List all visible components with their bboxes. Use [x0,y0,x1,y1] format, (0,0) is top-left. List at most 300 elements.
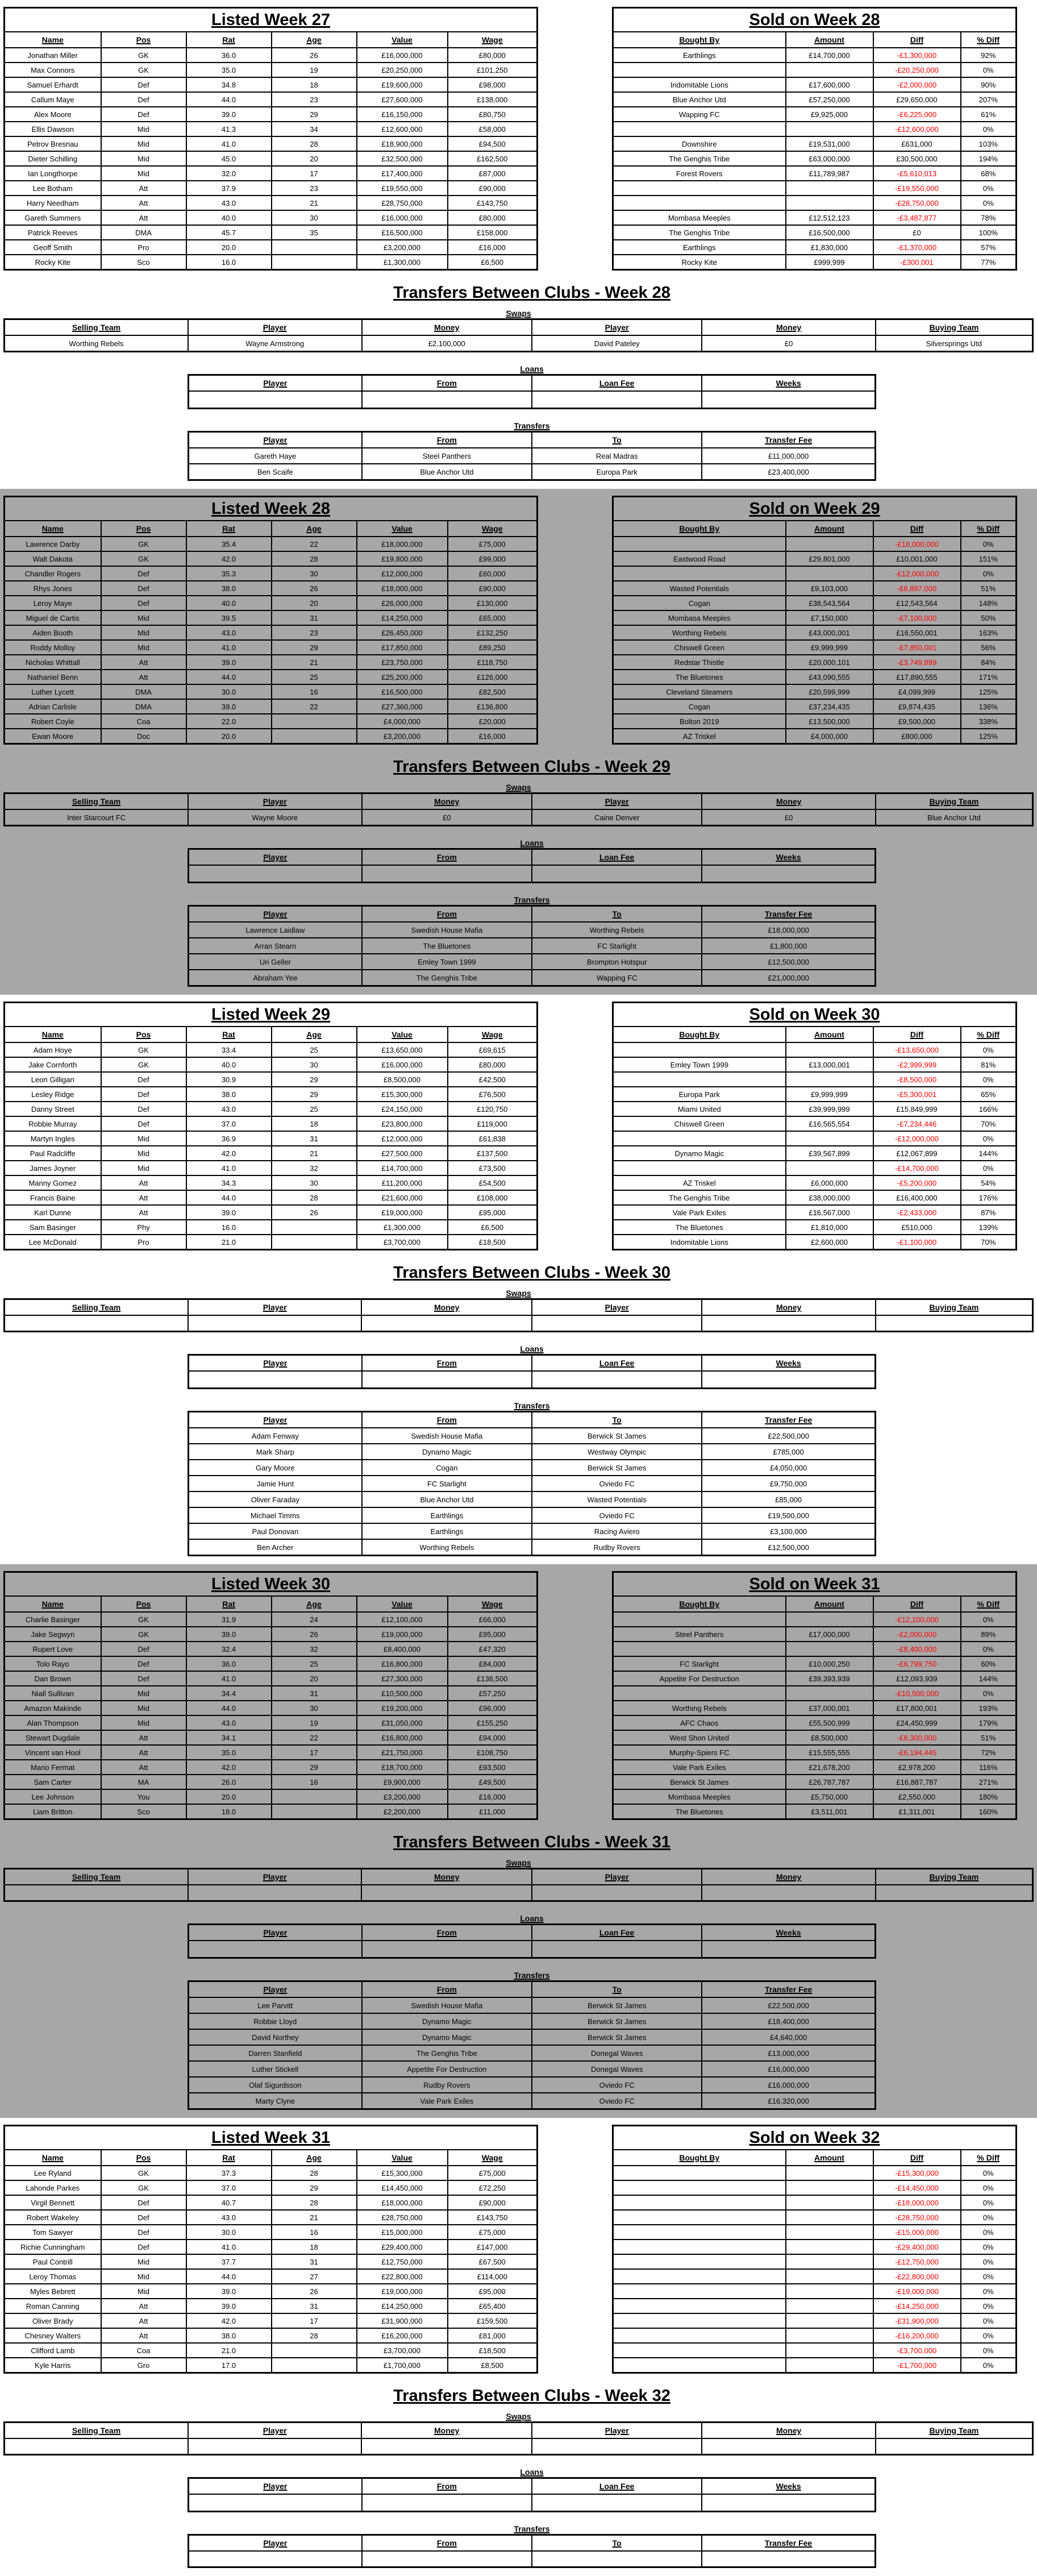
column-header: Player [532,2423,702,2439]
cell [786,2166,873,2180]
cell: 81% [961,1057,1017,1072]
cell: £9,750,000 [702,1476,875,1491]
cell: -£12,750,000 [873,2254,961,2269]
cell: 20 [272,596,357,610]
column-header: Diff [873,521,961,537]
cell: £9,900,000 [357,1775,448,1789]
swaps-group [3,1858,1034,1902]
table-row [613,1612,1017,1627]
column-header: Money [702,2423,875,2439]
table-row [613,1671,1017,1686]
cell: David Pateley [532,335,702,352]
cell: Dieter Schilling [5,151,101,166]
cell [786,2328,873,2343]
table-row [5,1745,538,1760]
column-header: Player [189,849,362,866]
transfer-block-title: Transfers Between Clubs - Week 29 [393,758,670,776]
cell: -£1,370,000 [873,240,961,255]
cell [613,2225,786,2240]
table-row [613,2269,1017,2284]
cell: Worthing Rebels [532,922,702,938]
swaps-label: Swaps [506,1858,531,1867]
column-header: Player [188,1299,361,1316]
cell: Earthlings [362,1523,532,1539]
cell: 18.0 [186,1804,272,1819]
column-header: To [532,1412,702,1428]
cell: £17,600,000 [786,77,873,92]
column-header: Player [188,1869,361,1885]
column-header: Pos [101,521,186,537]
cell: Kyle Harris [5,2358,101,2373]
cell: 26 [272,48,357,63]
cell: Vale Park Exiles [613,1205,786,1220]
column-header: From [362,1981,532,1998]
cell: 20.0 [186,240,272,255]
cell [189,865,362,883]
cell: £85,000 [702,1491,875,1507]
cell: Worthing Rebels [362,1539,532,1556]
cell: £42,500 [448,1072,538,1087]
cell: £4,640,000 [702,2029,875,2045]
cell: £14,700,000 [357,1161,448,1175]
cell: Inter Starcourt FC [5,809,189,826]
cell: 44.0 [186,2269,272,2284]
column-header: Loan Fee [532,1925,702,1941]
cell: £18,400,000 [702,2013,875,2029]
cell [272,240,357,255]
cell: Geoff Smith [5,240,101,255]
cell: Paul Contrill [5,2254,101,2269]
cell: Forest Rovers [613,166,786,181]
cell: £126,000 [448,670,538,684]
cell [189,1941,362,1958]
cell: £9,925,000 [786,107,873,122]
column-header: Money [362,319,532,336]
transfers-group [188,421,876,481]
cell: 70% [961,1235,1017,1250]
cell: £58,000 [448,122,538,136]
column-header: Rat [186,521,272,537]
sold-table [612,2125,1017,2374]
cell: The Bluetones [613,1804,786,1819]
table-row [613,714,1017,729]
cell: Nicholas Whittall [5,655,101,670]
column-header: Weeks [702,849,875,866]
cell: -£8,500,000 [873,1072,961,1087]
table-row [613,240,1017,255]
cell: -£5,300,001 [873,1087,961,1102]
cell: -£12,600,000 [873,122,961,136]
table-row [613,2126,1017,2150]
column-header: Value [357,2150,448,2166]
table-row [5,625,538,640]
cell: Mid [101,1686,186,1701]
cell: 31 [272,1686,357,1701]
transfers-table [188,2534,876,2568]
cell: £19,800,000 [357,551,448,566]
cell: Def [101,2240,186,2254]
cell: Westway Olympic [532,1444,702,1460]
cell: -£1,100,000 [873,1235,961,1250]
table-row [613,1027,1017,1042]
cell [272,2343,357,2358]
cell [786,1642,873,1656]
cell: Richie Cunningham [5,2240,101,2254]
cell: £13,500,000 [786,714,873,729]
table-row [613,684,1017,699]
table-row [189,2029,876,2045]
column-header: To [532,906,702,923]
cell: 35.0 [186,1745,272,1760]
column-header: Player [188,2423,361,2439]
table-row [5,2438,1033,2455]
cell: £138,000 [448,92,538,107]
cell: -£12,000,000 [873,1131,961,1146]
cell [786,1161,873,1175]
cell: £18,900,000 [357,136,448,151]
swaps-table [3,318,1034,352]
cell: £12,500,000 [702,1539,875,1556]
transfers-group [188,1401,876,1556]
table-row [5,63,538,77]
cell: £2,200,000 [357,1804,448,1819]
cell: £15,300,000 [357,2166,448,2180]
cell: £20,000,101 [786,655,873,670]
table-row [613,1656,1017,1671]
cell: £12,067,899 [873,1146,961,1161]
cell: -£6,799,750 [873,1656,961,1671]
column-header: Loan Fee [532,1355,702,1372]
cell [272,729,357,744]
column-header: Age [272,2150,357,2166]
cell: Eastwood Road [613,551,786,566]
cell: £143,750 [448,2210,538,2225]
cell: £20,250,000 [357,63,448,77]
swaps-group [3,1288,1034,1332]
column-header: Diff [873,1596,961,1612]
cell [786,2313,873,2328]
loans-group [188,2467,876,2512]
table-row [613,225,1017,240]
cell: £2,600,000 [786,1235,873,1250]
cell: £94,000 [448,1730,538,1745]
table-row [5,1656,538,1671]
column-header: Buying Team [876,2423,1033,2439]
cell: 31 [272,2299,357,2313]
cell: £27,300,000 [357,1671,448,1686]
table-row [5,2254,538,2269]
table-row [5,2284,538,2299]
cell: 77% [961,255,1017,270]
cell [613,1131,786,1146]
table-row [189,2061,876,2077]
table-row [613,1087,1017,1102]
cell: Karl Dunne [5,1205,101,1220]
table-row [613,63,1017,77]
cell: Niall Sullivan [5,1686,101,1701]
cell: £10,001,000 [873,551,961,566]
cell: £14,700,000 [786,48,873,63]
cell: Berwick St James [532,2013,702,2029]
cell: -£1,300,000 [873,48,961,63]
cell: £27,600,000 [357,92,448,107]
cell: £12,000,000 [357,1131,448,1146]
cell: 0% [961,2299,1017,2313]
table-row [5,1730,538,1745]
table-row [5,181,538,196]
cell: -£7,100,000 [873,610,961,625]
cell: £90,000 [448,181,538,196]
cell [532,1371,702,1389]
cell: £21,600,000 [357,1190,448,1205]
cell: 17 [272,2313,357,2328]
cell: 35.0 [186,63,272,77]
cell: £67,500 [448,2254,538,2269]
cell: GK [101,1057,186,1072]
cell: 16 [272,684,357,699]
cell: £39,999,999 [786,1102,873,1116]
cell: £18,000,000 [357,581,448,596]
cell: 176% [961,1190,1017,1205]
cell: Def [101,1072,186,1087]
cell: 34.1 [186,1730,272,1745]
cell: £10,500,000 [357,1686,448,1701]
cell: £37,234,435 [786,699,873,714]
cell: Clifford Lamb [5,2343,101,2358]
cell: DMA [101,699,186,714]
cell: -£6,225,000 [873,107,961,122]
cell: Pro [101,1235,186,1250]
transfer-section [0,750,1037,995]
cell: Racing Aviero [532,1523,702,1539]
cell: £785,000 [702,1444,875,1460]
cell [5,2438,189,2455]
table-row [5,1235,538,1250]
table-row [613,1730,1017,1745]
cell: 44.0 [186,1190,272,1205]
column-header: Selling Team [5,319,188,336]
cell: Mombasa Meeples [613,610,786,625]
cell: 65% [961,1087,1017,1102]
cell: 19 [272,63,357,77]
transfers-group [188,2524,876,2568]
cell: Mark Sharp [189,1444,362,1460]
column-header: Loan Fee [532,375,702,392]
cell: Ewan Moore [5,729,101,744]
column-header: From [362,1412,532,1428]
cell [532,1885,702,1901]
cell: 41.3 [186,122,272,136]
cell: Dynamo Magic [362,2013,532,2029]
table-row [5,1027,538,1042]
cell [361,2438,531,2455]
table-row [613,1116,1017,1131]
column-header: Buying Team [876,1869,1033,1885]
cell: Att [101,1760,186,1775]
cell: 29 [272,107,357,122]
cell: Robbie Lloyd [189,2013,362,2029]
cell: Leroy Thomas [5,2269,101,2284]
cell: Patrick Reeves [5,225,101,240]
column-header: Pos [101,1027,186,1042]
cell: -£18,000,000 [873,537,961,551]
cell: £75,000 [448,537,538,551]
cell: Def [101,1656,186,1671]
column-header: % Diff [961,1596,1017,1612]
cell [613,1161,786,1175]
table-row [5,2126,538,2150]
cell [613,1642,786,1656]
cell: Def [101,1102,186,1116]
cell: 31 [272,610,357,625]
column-header: Weeks [702,1355,875,1372]
cell: 0% [961,2269,1017,2284]
cell: £8,400,000 [357,1642,448,1656]
cell: 21.0 [186,1235,272,1250]
cell: Chandler Rogers [5,566,101,581]
cell: -£2,000,000 [873,77,961,92]
table-row [613,151,1017,166]
column-header: Money [702,319,875,336]
cell: The Bluetones [613,1220,786,1235]
cell: 26 [272,2284,357,2299]
cell: 37.3 [186,2166,272,2180]
cell: £28,750,000 [357,196,448,210]
cell: £4,000,000 [786,729,873,744]
table-row [5,497,538,521]
cell: £60,000 [448,566,538,581]
cell: £16,000,000 [357,210,448,225]
cell: You [101,1789,186,1804]
table-row [5,655,538,670]
cell: Chiswell Green [613,1116,786,1131]
cell: £12,512,123 [786,210,873,225]
cell: 28 [272,2328,357,2343]
cell: £22,500,000 [702,1997,875,2013]
cell: £76,500 [448,1087,538,1102]
cell: Worthing Rebels [613,1701,786,1715]
table-row [613,2166,1017,2180]
table-row [613,581,1017,596]
cell: £16,000,000 [702,2061,875,2077]
cell: Berwick St James [613,1775,786,1789]
table-row [613,2210,1017,2225]
cell: 42.0 [186,1146,272,1161]
cell: £30,500,000 [873,151,961,166]
cell: 34 [272,122,357,136]
cell: -£29,400,000 [873,2240,961,2254]
column-header: Money [362,793,532,810]
listed-table [3,1002,538,1250]
cell: Francis Baine [5,1190,101,1205]
column-header: From [362,2478,532,2495]
table-row [189,432,876,448]
column-header: From [362,849,532,866]
cell: Cogan [362,1460,532,1476]
cell: The Genghis Tribe [613,1190,786,1205]
cell: Oliver Brady [5,2313,101,2328]
cell: 87% [961,1205,1017,1220]
cell [613,196,786,210]
table-row [5,122,538,136]
table-row [5,2150,538,2166]
cell: 0% [961,122,1017,136]
cell: GK [101,1612,186,1627]
cell: GK [101,1627,186,1642]
cell [272,2358,357,2373]
cell: Lawrence Darby [5,537,101,551]
cell: £89,250 [448,640,538,655]
cell: £66,000 [448,1612,538,1627]
swaps-label: Swaps [506,1289,531,1298]
cell: Worthing Rebels [613,625,786,640]
cell: Danny Street [5,1102,101,1116]
cell [613,122,786,136]
cell: 92% [961,48,1017,63]
cell: -£19,550,000 [873,181,961,196]
cell: £17,400,000 [357,166,448,181]
table-row [613,1775,1017,1789]
cell: £0 [873,225,961,240]
cell: Vale Park Exiles [362,2093,532,2109]
cell: £12,500,000 [702,954,875,970]
cell: £12,093,939 [873,1671,961,1686]
transfer-section [0,1256,1037,1564]
table-row [613,1003,1017,1027]
cell: 21 [272,655,357,670]
cell: Leon Gilligan [5,1072,101,1087]
cell: £16,400,000 [873,1190,961,1205]
cell [532,2551,702,2567]
cell: 70% [961,1116,1017,1131]
table-row [189,865,876,883]
cell: -£13,650,000 [873,1042,961,1057]
sold-table [612,1571,1017,1820]
cell: £11,789,987 [786,166,873,181]
column-header: Age [272,521,357,537]
loans-group [188,1344,876,1389]
cell: Mid [101,1131,186,1146]
cell: -£8,400,000 [873,1642,961,1656]
cell: £15,000,000 [357,2225,448,2240]
table-row [613,2180,1017,2195]
cell [786,196,873,210]
column-header: From [362,1925,532,1941]
table-row [613,610,1017,625]
cell: £95,000 [448,1205,538,1220]
cell: 40.7 [186,2195,272,2210]
cell: 38.0 [186,1087,272,1102]
cell: 36.0 [186,48,272,63]
cell: £16,567,000 [786,1205,873,1220]
cell: 90% [961,77,1017,92]
cell: Roddy Molloy [5,640,101,655]
table-row [5,566,538,581]
cell: Def [101,1087,186,1102]
cell: Petrov Bresnau [5,136,101,151]
cell: Martyn Ingles [5,1131,101,1146]
cell: Robert Wakeley [5,2210,101,2225]
cell [702,1371,875,1389]
cell: Att [101,2299,186,2313]
loans-label: Loans [520,1914,544,1923]
cell: £69,615 [448,1042,538,1057]
cell: Harry Needham [5,196,101,210]
cell: Sco [101,255,186,270]
listed-table [3,496,538,745]
cell [786,566,873,581]
cell: Mid [101,1701,186,1715]
